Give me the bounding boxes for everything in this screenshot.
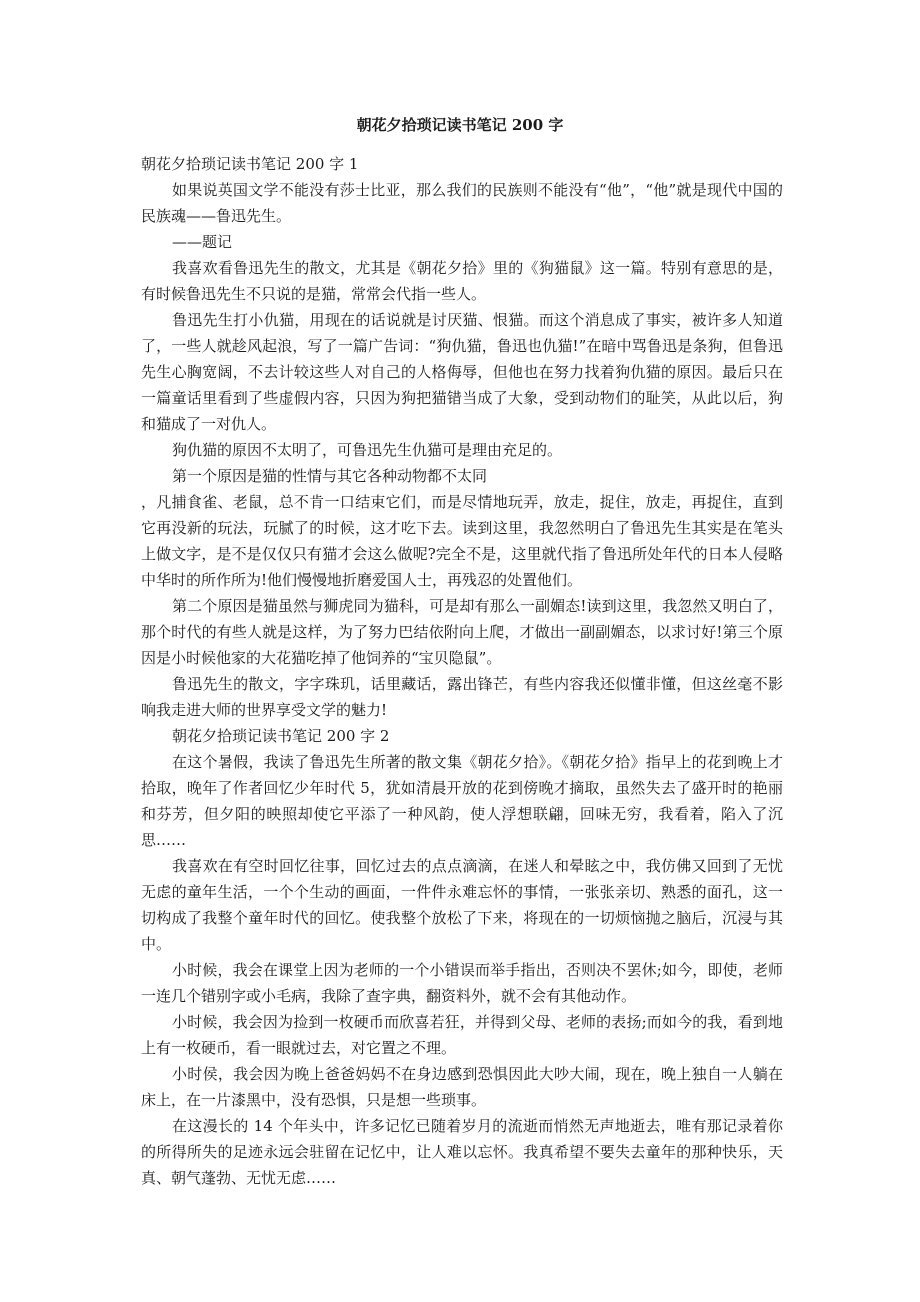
epigraph-attribution: ——题记	[172, 233, 233, 251]
paragraph: 第二个原因是猫虽然与狮虎同为猫科，可是却有那么一副媚态!读到这里，我忽然又明白了，那个时代的有些人就是这样，为了努力巴结依附向上爬，才做出一副副媚态，以求讨好!第三个原因是小时候他家的大花猫吃掉了他饲养的“宝贝隐鼠”。	[141, 597, 783, 667]
paragraph: 在这漫长的 14 个年头中，许多记忆已随着岁月的流逝而悄然无声地逝去，唯有那记录着你的所得所失的足迹永远会驻留在记忆中，让人难以忘怀。我真希望不要失去童年的那种快乐，天真、朝气蓬勃、无忧无虑……	[141, 1117, 783, 1187]
document-body	[141, 151, 783, 1191]
paragraph: 在这个暑假，我读了鲁迅先生所著的散文集《朝花夕拾》。《朝花夕拾》指早上的花到晚上才拾取，晚年了作者回忆少年时代 5，犹如清晨开放的花到傍晚才摘取，虽然失去了盛开时的艳丽和芬芳，但夕阳的映照却使它平添了一种风韵，使人浮想联翩，回味无穷，我看着，陷入了沉思……	[141, 753, 783, 849]
paragraph: 鲁迅先生打小仇猫，用现在的话说就是讨厌猫、恨猫。而这个消息成了事实，被许多人知道了，一些人就趁风起浪，写了一篇广告词：“狗仇猫，鲁迅也仇猫!”在暗中骂鲁迅是条狗，但鲁迅先生心胸宽阔，不去计较这些人对自己的人格侮辱，但他也在努力找着狗仇猫的原因。最后只在一篇童话里看到了些虚假内容，只因为狗把猫错当成了大象，受到动物们的耻笑，从此以后，狗和猫成了一对仇人。	[141, 311, 783, 433]
paragraph: 第一个原因是猫的性情与其它各种动物都不太同	[172, 467, 488, 485]
paragraph: 狗仇猫的原因不太明了，可鲁迅先生仇猫可是理由充足的。	[172, 441, 563, 459]
document-title: 朝花夕拾琐记读书笔记 200 字	[356, 116, 564, 134]
paragraph: 如果说英国文学不能没有莎士比亚，那么我们的民族则不能没有“他”，“他”就是现代中国的民族魂——鲁迅先生。	[141, 181, 783, 225]
section-heading: 朝花夕拾琐记读书笔记 200 字 2	[172, 727, 390, 745]
paragraph: 小时侯，我会因为晚上爸爸妈妈不在身边感到恐惧因此大吵大闹，现在，晚上独自一人躺在床上，在一片漆黑中，没有恐惧，只是想一些琐事。	[141, 1065, 783, 1109]
section-heading: 朝花夕拾琐记读书笔记 200 字 1	[141, 155, 359, 173]
paragraph: 我喜欢看鲁迅先生的散文，尤其是《朝花夕拾》里的《狗猫鼠》这一篇。特别有意思的是，有时候鲁迅先生不只说的是猫，常常会代指一些人。	[141, 259, 783, 303]
paragraph: 鲁迅先生的散文，字字珠玑，话里藏话，露出锋芒，有些内容我还似懂非懂，但这丝毫不影响我走进大师的世界享受文学的魅力!	[141, 675, 783, 719]
paragraph: ，凡捕食雀、老鼠，总不肯一口结束它们，而是尽情地玩弄，放走，捉住，放走，再捉住，直到它再没新的玩法，玩腻了的时候，这才吃下去。读到这里，我忽然明白了鲁迅先生其实是在笔头上做文字，是不是仅仅只有猫才会这么做呢?完全不是，这里就代指了鲁迅所处年代的日本人侵略中华时的所作所为!他们慢慢地折磨爱国人士，再残忍的处置他们。	[141, 493, 783, 589]
paragraph: 小时候，我会在课堂上因为老师的一个小错误而举手指出，否则决不罢休;如今，即使，老师一连几个错别字或小毛病，我除了查字典，翻资料外，就不会有其他动作。	[141, 961, 783, 1005]
paragraph: 小时候，我会因为捡到一枚硬币而欣喜若狂，并得到父母、老师的表扬;而如今的我，看到地上有一枚硬币，看一眼就过去，对它置之不理。	[141, 1013, 783, 1057]
paragraph: 我喜欢在有空时回忆往事，回忆过去的点点滴滴，在迷人和晕眩之中，我仿佛又回到了无忧无虑的童年生活，一个个生动的画面，一件件永难忘怀的事情，一张张亲切、熟悉的面孔，这一切构成了我整个童年时代的回忆。使我整个放松了下来，将现在的一切烦恼抛之脑后，沉浸与其中。	[141, 857, 783, 953]
